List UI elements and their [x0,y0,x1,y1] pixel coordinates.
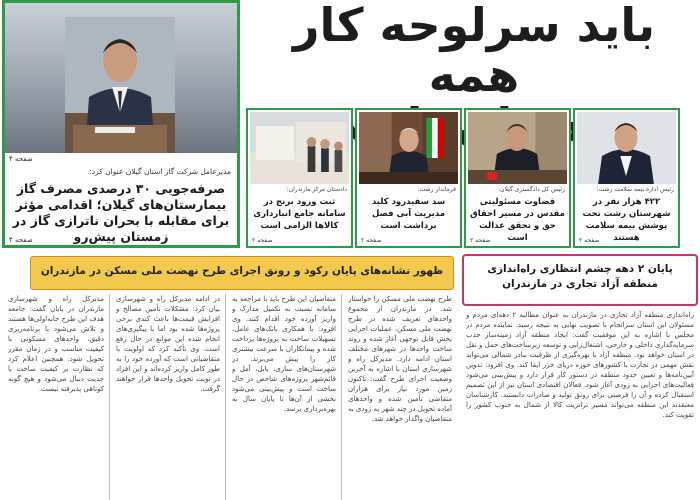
article-housing-columns [8,294,452,500]
lead-page-ref-bottom: صفحه ۴ [9,236,33,244]
teaser-title: ۴۲۲ هزار نفر در شهرستان رشت تحت پوشش بیمه سلامت هستند [582,197,671,243]
article-column: در ادامه مدیرکل راه و شهرسازی بیان کرد: مشکلات تأمین مصالح و افزایش قیمت‌ها باعث کندی برخی پروژه‌ها شده بود اما با پیگیری‌های انجام شده این موانع در حال رفع است. وی تأکید کرد که اولویت با متقاضیانی است که آورده خود را به طور کامل واریز کرده‌اند و این افراد در نوبت تحویل واحدها قرار خواهند گرفت. [116,295,220,393]
article-column: متقاضیان این طرح باید با مراجعه به سامانه نسبت به تکمیل مدارک و واریز آورده خود اقدام کنند. وی افزود: با همکاری بانک‌های عامل، تسهیلات ساخت به پروژه‌ها پرداخت شده و پیمانکاران با سرعت بیشتری کار را پیش می‌برند. در شهرستان‌های ساری، بابل، آمل و قائم‌شهر پروژه‌های شاخص در حال ساخت است و پیش‌بینی می‌شود بخشی از آن‌ها تا پایان سال به بهره‌برداری برسد. [232,295,336,413]
teaser-kicker: دادستان مرکز مازندران: [286,186,347,193]
teaser-page: صفحه ۲ [579,237,600,244]
teaser-page: صفحه ۲ [361,237,382,244]
article-housing-title-bar [30,256,454,290]
lead-photo [5,3,237,153]
teaser-kicker: رئیس اداره بیمه سلامت رشت: [596,186,674,193]
article-column: مدیرکل راه و شهرسازی مازندران در پایان گفت: جامعه هدف این طرح خانه‌اولی‌ها هستند و تلاش می‌شود با برنامه‌ریزی دقیق، واحدهای مسکونی با کیفیت مناسب و در زمان مقرر تحویل شود. همچنین اعلام کرد که نظارت بر کیفیت ساخت با جدیت دنبال می‌شود و هیچ گونه کوتاهی پذیرفته نیست. [8,295,104,393]
teaser-image-governor [359,112,458,184]
lead-kicker: مدیرعامل شرکت گاز استان گیلان عنوان کرد: [89,167,231,176]
article-free-zone-body: راه‌اندازی منطقه آزاد تجاری در مازندران به عنوان مطالبه ۲ دهه‌ای مردم و مسئولان این استان سرانجام با تصویب نهایی به نتیجه رسید. نماینده مردم در مجلس با اشاره به این موفقیت گفت: ایجاد منطقه آزاد زمینه‌ساز جذب سرمایه‌گذاری داخلی و خارجی، اشتغال‌زایی و توسعه زیرساخت‌های حمل و نقل در استان خواهد بود. منطقه آزاد با بهره‌گیری از ظرفیت بنادر شمالی می‌تواند نقش مهمی در تجارت با کشورهای حوزه دریای خزر ایفا کند. وی افزود: تدوین آیین‌نامه‌ها و تعیین حدود منطقه در دستور کار قرار دارد و پیش‌بینی می‌شود فعالیت‌های اجرایی به زودی آغاز شود. فعالان اقتصادی استان نیز از این تصمیم استقبال کرده و آن را فرصتی برای رونق تولید و صادرات دانستند. کارشناسان معتقدند این منطقه می‌تواند مسیر ترانزیت کالا از شمال به جنوب کشور را تقویت کند. [466,311,694,419]
main-headline [250,0,698,100]
article-housing[interactable] [2,254,458,500]
article-free-zone-title: پایان ۲ دهه چشم انتظاری راه‌اندازی منطقه آزاد تجاری در مازندران [487,263,673,290]
teaser-image-judge [468,112,567,184]
lead-page-ref: صفحه ۴ [9,155,33,163]
lead-title: صرفه‌جویی ۳۰ درصدی مصرف گاز بیمارستان‌های گیلان؛ اقدامی مؤثر برای مقابله با بحران ناترازی گاز در زمستان پیش‌رو [12,181,230,244]
article-housing-title: ظهور نشانه‌های پایان رکود و رونق اجرای طرح نهضت ملی مسکن در مازندران [40,265,444,277]
teaser-image-insurance-head [577,112,676,184]
teaser-sefidrud-dam[interactable] [355,108,462,248]
article-free-zone[interactable] [462,254,698,500]
teaser-kicker: فرماندار رشت: [417,186,456,193]
article-column: طرح نهضت ملی مسکن را خواستار شد. در مازندران از مجموع واحدهای تعریف شده در طرح نهضت ملی مسکن، عملیات اجرایی بخش قابل توجهی آغاز شده و روند ساخت واحدها در شهرهای مختلف استان ادامه دارد. مدیرکل راه و شهرسازی استان با اشاره به آخرین وضعیت اجرای طرح گفت: تاکنون زمین مورد نیاز برای هزاران متقاضی تأمین شده و واحدهای آماده تحویل در چند شهر به زودی به متقاضیان واگذار خواهد شد. [348,295,452,423]
teaser-rice-registration[interactable] [246,108,353,248]
teaser-image-warehouse [250,112,349,184]
teaser-title: ثبت ورود برنج در سامانه جامع انبارداری کالاها الزامی است [253,197,346,231]
lead-story[interactable] [2,0,240,248]
teaser-title: قضاوت مسئولیتی مقدس در مسیر احقاق حق و تحقق عدالت است [470,197,565,243]
teaser-title: سد سفیدرود کلید مدیریت آبی فصل برداشت است [371,197,446,231]
teaser-health-insurance[interactable] [573,108,680,248]
article-free-zone-title-frame [462,254,698,306]
teaser-page: صفحه ۲ [252,237,273,244]
column-divider [341,294,342,500]
teaser-kicker: رئیس کل دادگستری گیلان: [498,186,565,193]
headline-line-1: باید سرلوحه کار همه [293,0,655,102]
official-portrait-image [65,17,175,153]
column-divider [225,294,226,500]
teaser-page: صفحه ۲ [470,237,491,244]
column-divider [109,294,110,500]
teaser-judiciary[interactable] [464,108,571,248]
